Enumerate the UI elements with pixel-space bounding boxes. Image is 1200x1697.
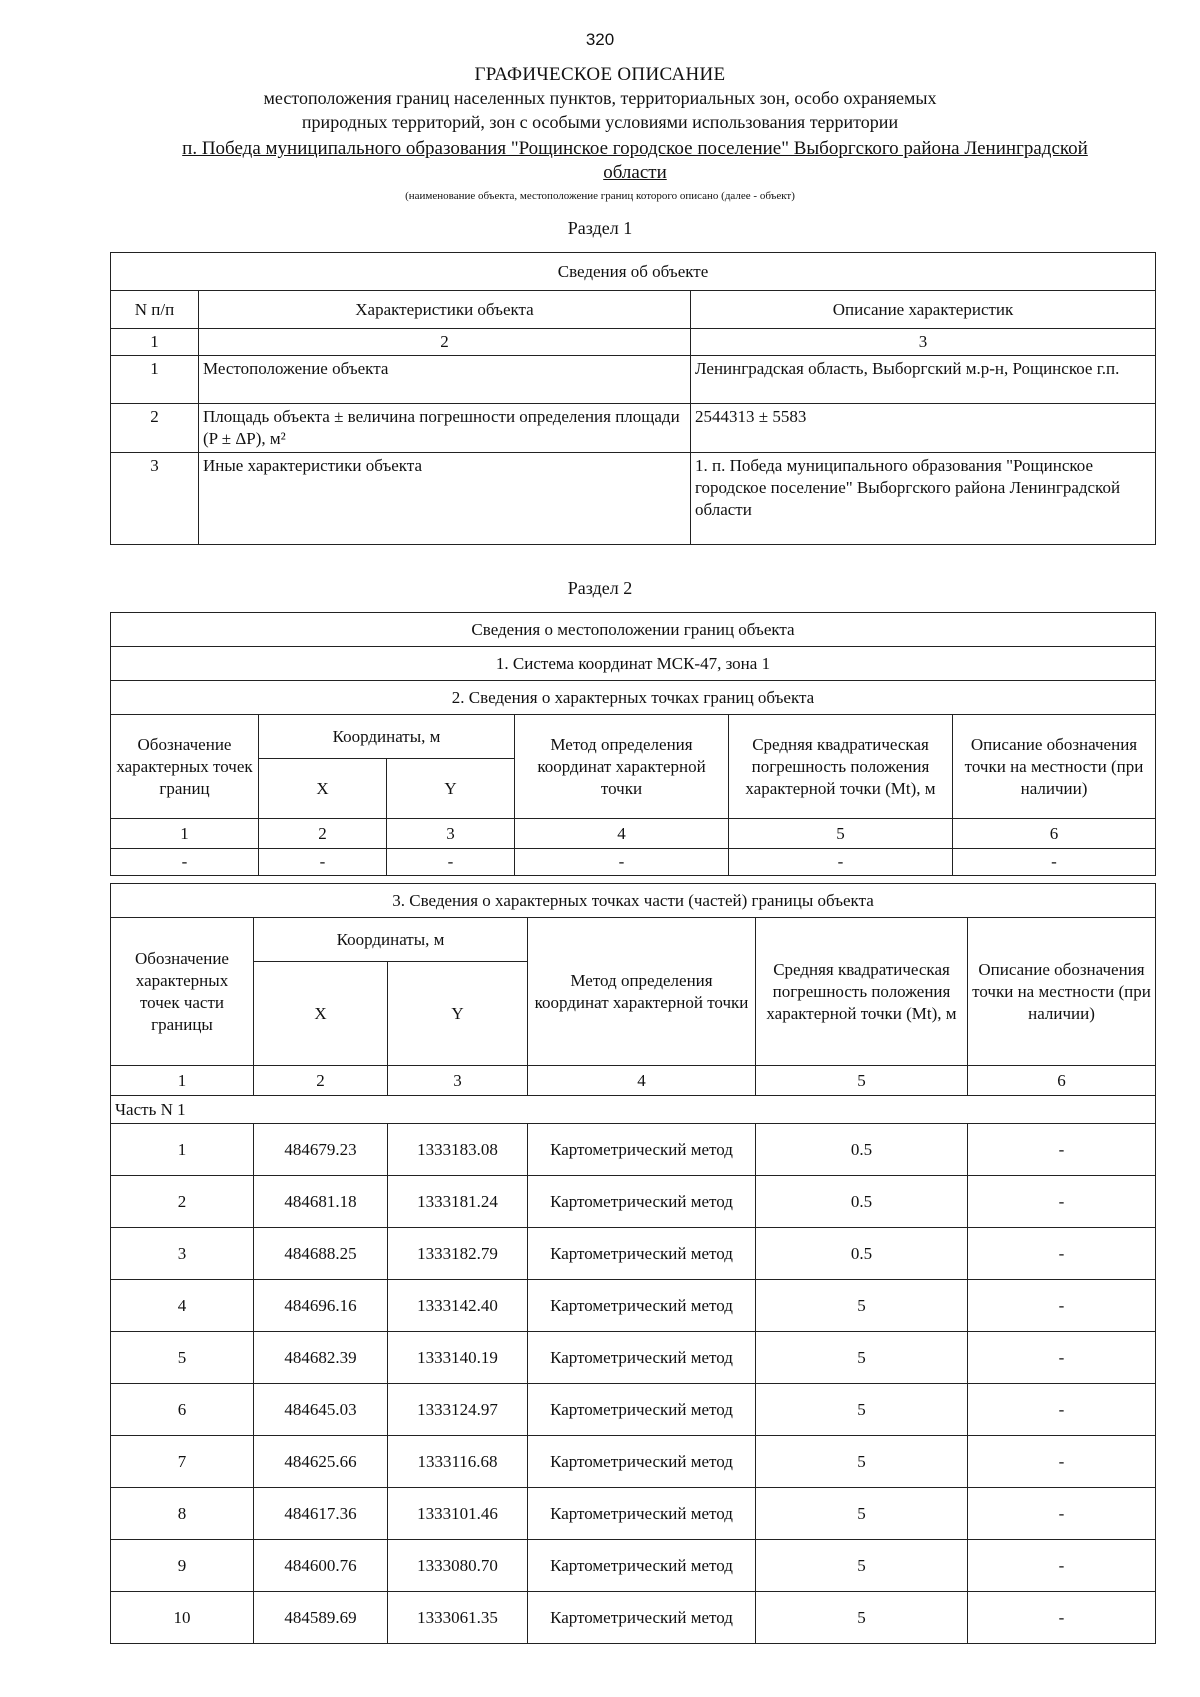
table-cell: - [259, 849, 387, 876]
point-x: 484679.23 [254, 1124, 388, 1176]
point-description: - [968, 1124, 1156, 1176]
point-x: 484589.69 [254, 1592, 388, 1644]
table-row [111, 1280, 1156, 1332]
row-number: 1 [111, 356, 199, 404]
row-description: 2544313 ± 5583 [691, 404, 1156, 453]
point-method: Картометрический метод [528, 1176, 756, 1228]
point-description: - [968, 1592, 1156, 1644]
point-x: 484625.66 [254, 1436, 388, 1488]
point-x: 484681.18 [254, 1176, 388, 1228]
col-number: 6 [953, 819, 1156, 849]
point-y: 1333124.97 [388, 1384, 528, 1436]
table-title: Сведения об объекте [111, 253, 1156, 291]
part-points-table [110, 883, 1156, 1644]
col-number: 4 [515, 819, 729, 849]
col-number: 1 [111, 819, 259, 849]
col-number: 2 [259, 819, 387, 849]
header-coords: Координаты, м [254, 918, 528, 962]
row-number: 3 [111, 453, 199, 545]
point-method: Картометрический метод [528, 1592, 756, 1644]
col-number: 5 [756, 1066, 968, 1096]
row-description: Ленинградская область, Выборгский м.р-н, Рощинское г.п. [691, 356, 1156, 404]
table-row [111, 356, 1156, 404]
page-number: 320 [585, 30, 615, 49]
table-cell: - [515, 849, 729, 876]
point-number: 3 [111, 1228, 254, 1280]
point-method: Картометрический метод [528, 1280, 756, 1332]
point-x: 484696.16 [254, 1280, 388, 1332]
point-number: 6 [111, 1384, 254, 1436]
point-description: - [968, 1384, 1156, 1436]
point-accuracy: 0.5 [756, 1124, 968, 1176]
table-cell: - [953, 849, 1156, 876]
col-number: 3 [388, 1066, 528, 1096]
col-number: 2 [199, 329, 691, 356]
point-accuracy: 5 [756, 1436, 968, 1488]
point-description: - [968, 1488, 1156, 1540]
point-accuracy: 5 [756, 1280, 968, 1332]
point-method: Картометрический метод [528, 1488, 756, 1540]
table-row [111, 1540, 1156, 1592]
point-accuracy: 5 [756, 1592, 968, 1644]
point-y: 1333140.19 [388, 1332, 528, 1384]
col-number: 6 [968, 1066, 1156, 1096]
sub2-title: 2. Сведения о характерных точках границ объекта [111, 681, 1156, 715]
point-accuracy: 5 [756, 1384, 968, 1436]
point-y: 1333061.35 [388, 1592, 528, 1644]
table-row [111, 1384, 1156, 1436]
point-description: - [968, 1280, 1156, 1332]
col-header-desc: Описание характеристик [691, 291, 1156, 329]
header-x: X [259, 759, 387, 819]
point-accuracy: 5 [756, 1540, 968, 1592]
point-accuracy: 5 [756, 1332, 968, 1384]
section-1-label: Раздел 1 [567, 218, 633, 238]
point-y: 1333116.68 [388, 1436, 528, 1488]
point-x: 484688.25 [254, 1228, 388, 1280]
table-cell: - [729, 849, 953, 876]
table-row [111, 1176, 1156, 1228]
row-characteristic: Местоположение объекта [199, 356, 691, 404]
header-description: Описание обозначения точки на местности (при наличии) [968, 918, 1156, 1066]
header-accuracy: Средняя квадратическая погрешность положения характерной точки (Mt), м [756, 918, 968, 1066]
object-name-line-1: п. Победа муниципального образования "Рощинское городское поселение" Выборгского района Ленинградской [182, 138, 1088, 159]
object-name-line-2: области [603, 162, 667, 183]
point-accuracy: 5 [756, 1488, 968, 1540]
row-description: 1. п. Победа муниципального образования "Рощинское городское поселение" Выборгского района Ленинградской области [691, 453, 1156, 545]
table-row [111, 404, 1156, 453]
header-designation: Обозначение характерных точек части границы [111, 918, 254, 1066]
header-y: Y [388, 962, 528, 1066]
point-x: 484682.39 [254, 1332, 388, 1384]
document-title: ГРАФИЧЕСКОЕ ОПИСАНИЕ [474, 64, 726, 85]
point-x: 484645.03 [254, 1384, 388, 1436]
point-y: 1333101.46 [388, 1488, 528, 1540]
point-accuracy: 0.5 [756, 1228, 968, 1280]
section-2-title: Сведения о местоположении границ объекта [111, 613, 1156, 647]
point-y: 1333142.40 [388, 1280, 528, 1332]
header-method: Метод определения координат характерной точки [515, 715, 729, 819]
points-body [111, 1124, 1156, 1644]
col-number: 3 [387, 819, 515, 849]
point-number: 7 [111, 1436, 254, 1488]
point-method: Картометрический метод [528, 1332, 756, 1384]
point-method: Картометрический метод [528, 1228, 756, 1280]
point-method: Картометрический метод [528, 1540, 756, 1592]
col-number: 1 [111, 1066, 254, 1096]
point-number: 10 [111, 1592, 254, 1644]
point-number: 2 [111, 1176, 254, 1228]
point-description: - [968, 1436, 1156, 1488]
point-accuracy: 0.5 [756, 1176, 968, 1228]
point-number: 8 [111, 1488, 254, 1540]
point-y: 1333080.70 [388, 1540, 528, 1592]
row-number: 2 [111, 404, 199, 453]
table-row [111, 1228, 1156, 1280]
table-row [111, 1592, 1156, 1644]
header-method: Метод определения координат характерной точки [528, 918, 756, 1066]
table-row [111, 849, 1156, 876]
sub3-title: 3. Сведения о характерных точках части (частей) границы объекта [111, 884, 1156, 918]
title-line-2: местоположения границ населенных пунктов, территориальных зон, особо охраняемых [263, 88, 937, 108]
section-2-label: Раздел 2 [567, 578, 633, 598]
point-number: 9 [111, 1540, 254, 1592]
coord-system: 1. Система координат МСК-47, зона 1 [111, 647, 1156, 681]
object-caption: (наименование объекта, местоположение границ которого описано (далее - объект) [405, 190, 795, 202]
header-designation: Обозначение характерных точек границ [111, 715, 259, 819]
point-x: 484617.36 [254, 1488, 388, 1540]
col-number: 4 [528, 1066, 756, 1096]
header-y: Y [387, 759, 515, 819]
table-cell: - [387, 849, 515, 876]
boundary-points-table [110, 612, 1156, 876]
point-description: - [968, 1540, 1156, 1592]
point-description: - [968, 1228, 1156, 1280]
point-number: 5 [111, 1332, 254, 1384]
point-number: 1 [111, 1124, 254, 1176]
table-row [111, 1436, 1156, 1488]
point-description: - [968, 1176, 1156, 1228]
point-method: Картометрический метод [528, 1124, 756, 1176]
row-characteristic: Площадь объекта ± величина погрешности определения площади (P ± ΔP), м² [199, 404, 691, 453]
point-method: Картометрический метод [528, 1384, 756, 1436]
point-y: 1333182.79 [388, 1228, 528, 1280]
table-row [111, 1488, 1156, 1540]
row-characteristic: Иные характеристики объекта [199, 453, 691, 545]
header-coords: Координаты, м [259, 715, 515, 759]
col-header-n: N п/п [111, 291, 199, 329]
point-x: 484600.76 [254, 1540, 388, 1592]
table-row [111, 1124, 1156, 1176]
col-header-char: Характеристики объекта [199, 291, 691, 329]
point-method: Картометрический метод [528, 1436, 756, 1488]
table-cell: - [111, 849, 259, 876]
table-row [111, 453, 1156, 545]
point-number: 4 [111, 1280, 254, 1332]
point-y: 1333183.08 [388, 1124, 528, 1176]
col-number: 2 [254, 1066, 388, 1096]
part-label: Часть N 1 [111, 1096, 1156, 1124]
object-info-table [110, 252, 1156, 545]
point-description: - [968, 1332, 1156, 1384]
col-number: 5 [729, 819, 953, 849]
col-number: 3 [691, 329, 1156, 356]
header-accuracy: Средняя квадратическая погрешность положения характерной точки (Mt), м [729, 715, 953, 819]
header-description: Описание обозначения точки на местности (при наличии) [953, 715, 1156, 819]
header-x: X [254, 962, 388, 1066]
col-number: 1 [111, 329, 199, 356]
table-row [111, 1332, 1156, 1384]
point-y: 1333181.24 [388, 1176, 528, 1228]
object-name [140, 137, 1130, 185]
title-line-3: природных территорий, зон с особыми условиями использования территории [301, 112, 899, 132]
